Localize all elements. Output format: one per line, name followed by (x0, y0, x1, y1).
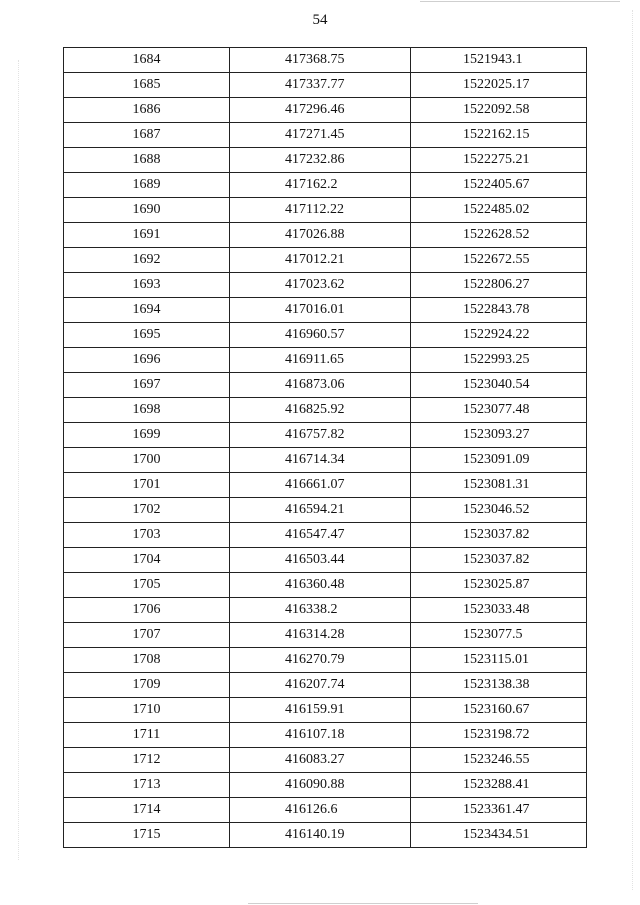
x-coordinate-cell: 416661.07 (230, 473, 411, 498)
y-coordinate-cell: 1522485.02 (411, 198, 587, 223)
table-row (64, 248, 587, 273)
point-number-cell: 1706 (64, 598, 230, 623)
point-number-cell: 1696 (64, 348, 230, 373)
x-coordinate-cell: 417162.2 (230, 173, 411, 198)
y-coordinate-cell: 1522275.21 (411, 148, 587, 173)
table-row (64, 398, 587, 423)
x-coordinate-cell: 416594.21 (230, 498, 411, 523)
x-coordinate-cell: 416270.79 (230, 648, 411, 673)
y-coordinate-cell: 1523077.5 (411, 623, 587, 648)
y-coordinate-cell: 1522993.25 (411, 348, 587, 373)
x-coordinate-cell: 416960.57 (230, 323, 411, 348)
y-coordinate-cell: 1523093.27 (411, 423, 587, 448)
table-row (64, 298, 587, 323)
point-number-cell: 1702 (64, 498, 230, 523)
table-row (64, 348, 587, 373)
point-number-cell: 1703 (64, 523, 230, 548)
y-coordinate-cell: 1522025.17 (411, 73, 587, 98)
table-row (64, 673, 587, 698)
table-row (64, 823, 587, 848)
point-number-cell: 1686 (64, 98, 230, 123)
x-coordinate-cell: 416360.48 (230, 573, 411, 598)
x-coordinate-cell: 417296.46 (230, 98, 411, 123)
table-row (64, 473, 587, 498)
point-number-cell: 1711 (64, 723, 230, 748)
y-coordinate-cell: 1522628.52 (411, 223, 587, 248)
table-row (64, 773, 587, 798)
scan-edge-top (420, 1, 620, 2)
table-row (64, 98, 587, 123)
table-row (64, 148, 587, 173)
y-coordinate-cell: 1522672.55 (411, 248, 587, 273)
point-number-cell: 1693 (64, 273, 230, 298)
x-coordinate-cell: 417112.22 (230, 198, 411, 223)
x-coordinate-cell: 417271.45 (230, 123, 411, 148)
x-coordinate-cell: 416126.6 (230, 798, 411, 823)
table-row (64, 448, 587, 473)
y-coordinate-cell: 1523037.82 (411, 548, 587, 573)
table-row (64, 198, 587, 223)
x-coordinate-cell: 416338.2 (230, 598, 411, 623)
y-coordinate-cell: 1523033.48 (411, 598, 587, 623)
y-coordinate-cell: 1523037.82 (411, 523, 587, 548)
coordinates-table (63, 47, 587, 848)
x-coordinate-cell: 416547.47 (230, 523, 411, 548)
y-coordinate-cell: 1523246.55 (411, 748, 587, 773)
y-coordinate-cell: 1523040.54 (411, 373, 587, 398)
y-coordinate-cell: 1523025.87 (411, 573, 587, 598)
point-number-cell: 1690 (64, 198, 230, 223)
table-row (64, 173, 587, 198)
y-coordinate-cell: 1523160.67 (411, 698, 587, 723)
table-row (64, 323, 587, 348)
point-number-cell: 1709 (64, 673, 230, 698)
x-coordinate-cell: 416873.06 (230, 373, 411, 398)
x-coordinate-cell: 416090.88 (230, 773, 411, 798)
x-coordinate-cell: 417026.88 (230, 223, 411, 248)
scan-edge-right (632, 10, 634, 890)
point-number-cell: 1695 (64, 323, 230, 348)
table-row (64, 798, 587, 823)
table-row (64, 423, 587, 448)
y-coordinate-cell: 1521943.1 (411, 48, 587, 73)
point-number-cell: 1714 (64, 798, 230, 823)
y-coordinate-cell: 1523288.41 (411, 773, 587, 798)
y-coordinate-cell: 1523434.51 (411, 823, 587, 848)
y-coordinate-cell: 1523077.48 (411, 398, 587, 423)
table-row (64, 548, 587, 573)
scan-edge-left (18, 60, 20, 860)
point-number-cell: 1692 (64, 248, 230, 273)
point-number-cell: 1697 (64, 373, 230, 398)
point-number-cell: 1684 (64, 48, 230, 73)
point-number-cell: 1694 (64, 298, 230, 323)
point-number-cell: 1704 (64, 548, 230, 573)
point-number-cell: 1685 (64, 73, 230, 98)
y-coordinate-cell: 1522806.27 (411, 273, 587, 298)
point-number-cell: 1701 (64, 473, 230, 498)
y-coordinate-cell: 1522162.15 (411, 123, 587, 148)
y-coordinate-cell: 1523198.72 (411, 723, 587, 748)
table-row (64, 523, 587, 548)
point-number-cell: 1715 (64, 823, 230, 848)
table-row (64, 223, 587, 248)
point-number-cell: 1705 (64, 573, 230, 598)
point-number-cell: 1698 (64, 398, 230, 423)
x-coordinate-cell: 416825.92 (230, 398, 411, 423)
table-row (64, 748, 587, 773)
x-coordinate-cell: 417368.75 (230, 48, 411, 73)
point-number-cell: 1713 (64, 773, 230, 798)
x-coordinate-cell: 416911.65 (230, 348, 411, 373)
x-coordinate-cell: 417337.77 (230, 73, 411, 98)
point-number-cell: 1699 (64, 423, 230, 448)
x-coordinate-cell: 416714.34 (230, 448, 411, 473)
table-row (64, 273, 587, 298)
coordinates-table-body (64, 48, 587, 848)
table-row (64, 498, 587, 523)
x-coordinate-cell: 416757.82 (230, 423, 411, 448)
y-coordinate-cell: 1522924.22 (411, 323, 587, 348)
y-coordinate-cell: 1523115.01 (411, 648, 587, 673)
y-coordinate-cell: 1523138.38 (411, 673, 587, 698)
table-row (64, 373, 587, 398)
point-number-cell: 1708 (64, 648, 230, 673)
y-coordinate-cell: 1522092.58 (411, 98, 587, 123)
table-row (64, 698, 587, 723)
point-number-cell: 1689 (64, 173, 230, 198)
page-number: 54 (312, 12, 328, 28)
point-number-cell: 1707 (64, 623, 230, 648)
x-coordinate-cell: 416140.19 (230, 823, 411, 848)
x-coordinate-cell: 417023.62 (230, 273, 411, 298)
table-row (64, 573, 587, 598)
x-coordinate-cell: 416083.27 (230, 748, 411, 773)
x-coordinate-cell: 416107.18 (230, 723, 411, 748)
y-coordinate-cell: 1522843.78 (411, 298, 587, 323)
x-coordinate-cell: 417232.86 (230, 148, 411, 173)
point-number-cell: 1700 (64, 448, 230, 473)
table-row (64, 123, 587, 148)
table-row (64, 598, 587, 623)
x-coordinate-cell: 417016.01 (230, 298, 411, 323)
y-coordinate-cell: 1523361.47 (411, 798, 587, 823)
x-coordinate-cell: 417012.21 (230, 248, 411, 273)
x-coordinate-cell: 416207.74 (230, 673, 411, 698)
table-row (64, 648, 587, 673)
point-number-cell: 1691 (64, 223, 230, 248)
table-row (64, 623, 587, 648)
y-coordinate-cell: 1522405.67 (411, 173, 587, 198)
y-coordinate-cell: 1523081.31 (411, 473, 587, 498)
point-number-cell: 1712 (64, 748, 230, 773)
y-coordinate-cell: 1523091.09 (411, 448, 587, 473)
table-row (64, 723, 587, 748)
table-row (64, 73, 587, 98)
y-coordinate-cell: 1523046.52 (411, 498, 587, 523)
point-number-cell: 1710 (64, 698, 230, 723)
point-number-cell: 1688 (64, 148, 230, 173)
point-number-cell: 1687 (64, 123, 230, 148)
table-row (64, 48, 587, 73)
scan-edge-bottom (248, 903, 478, 904)
x-coordinate-cell: 416314.28 (230, 623, 411, 648)
x-coordinate-cell: 416503.44 (230, 548, 411, 573)
x-coordinate-cell: 416159.91 (230, 698, 411, 723)
